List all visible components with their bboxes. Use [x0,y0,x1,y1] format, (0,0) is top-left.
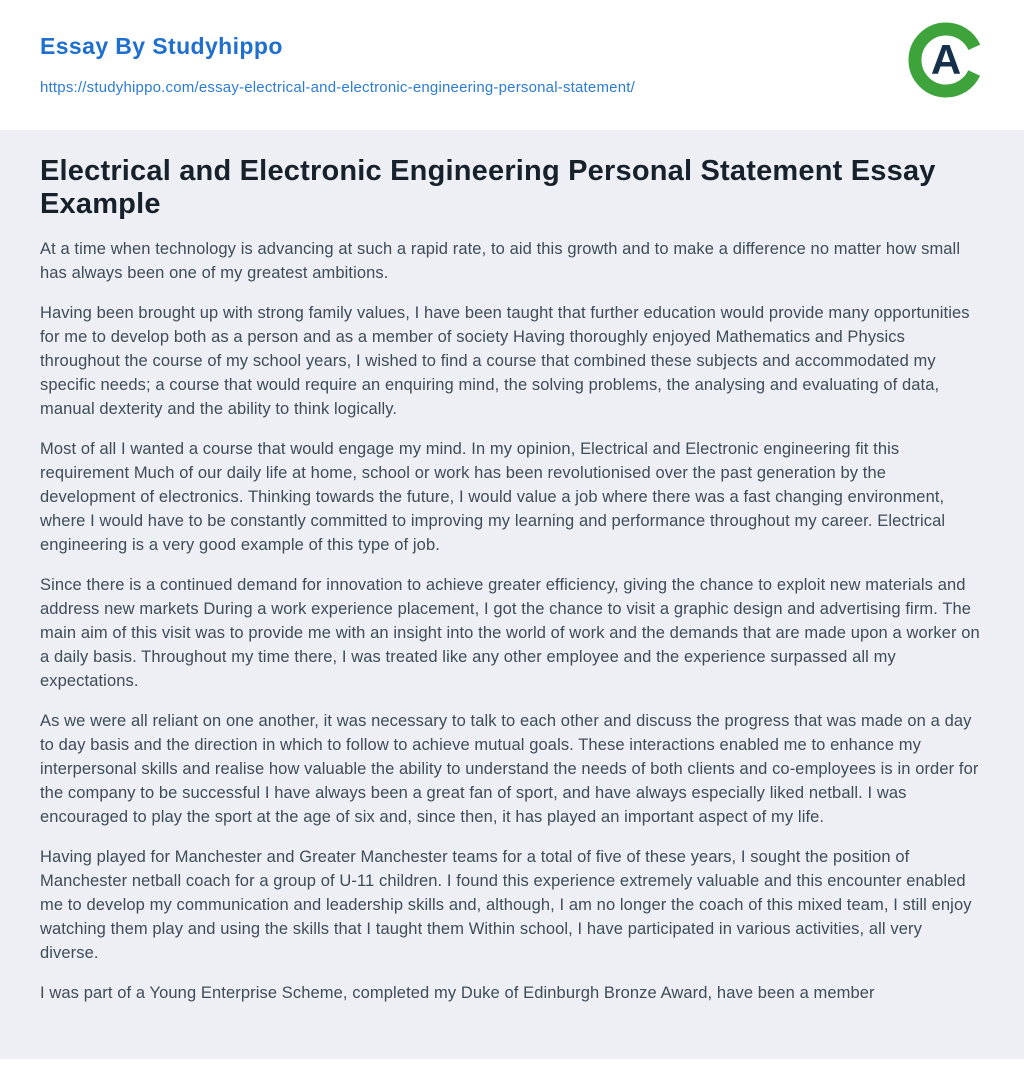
article-paragraph: Since there is a continued demand for innovation to achieve greater efficiency, giving the chance to exploit new materials and address new markets During a work experience placement, I got the chance to visit a graphic design and advertising firm. The main aim of this visit was to provide me with an insight into the world of work and the demands that are made upon a worker on a daily basis. Throughout my time there, I was treated like any other employee and the experience surpassed all my expectations. [40,576,980,690]
logo-letter: A [930,36,962,83]
article-paragraph: At a time when technology is advancing at such a rapid rate, to aid this growth and to make a difference no matter how small has always been one of my greatest ambitions. [40,240,961,282]
article-paragraph: Having been brought up with strong family values, I have been taught that further education would provide many opportunities for me to develop both as a person and as a member of society Having thoroughly enjoyed Mathematics and Physics throughout the course of my school years, I wished to find a course that combined these subjects and accommodated my specific needs; a course that would require an enquiring mind, the solving problems, the analysing and evaluating of data, manual dexterity and the ability to think logically. [40,304,970,418]
studyhippo-logo-icon [908,22,984,98]
site-title: Essay By Studyhippo [40,33,283,59]
page-url-link[interactable]: https://studyhippo.com/essay-electrical-and-electronic-engineering-personal-statement/ [40,79,635,97]
article-paragraph: Most of all I wanted a course that would engage my mind. In my opinion, Electrical and Electronic engineering fit this requirement Much of our daily life at home, school or work has been revolutionised over the past generation by the development of electronics. Thinking towards the future, I would value a job where there was a fast changing environment, where I would have to be constantly committed to improving my learning and performance throughout my career. Electrical engineering is a very good example of this type of job. [40,440,946,554]
article-paragraph: Having played for Manchester and Greater Manchester teams for a total of five of these years, I sought the position of Manchester netball coach for a group of U-11 children. I found this experience extremely valuable and this encounter enabled me to develop my communication and leadership skills and, although, I am no longer the coach of this mixed team, I still enjoy watching them play and using the skills that I taught them Within school, I have participated in various activities, all very diverse. [40,848,972,962]
article-paragraph: As we were all reliant on one another, it was necessary to talk to each other and discuss the progress that was made on a day to day basis and the direction in which to follow to achieve mutual goals. These interactions enabled me to enhance my interpersonal skills and realise how valuable the ability to understand the needs of both clients and co-employees is in order for the company to be successful I have always been a great fan of sport, and have always especially liked netball. I was encouraged to play the sport at the age of six and, since then, it has played an important aspect of my life. [40,712,979,826]
article-paragraph: I was part of a Young Enterprise Scheme, completed my Duke of Edinburgh Bronze Award, have been a member [40,984,875,1002]
article-title: Electrical and Electronic Engineering Personal Statement Essay Example [40,155,936,220]
site-header [0,0,1024,130]
article-content [0,130,1024,1059]
